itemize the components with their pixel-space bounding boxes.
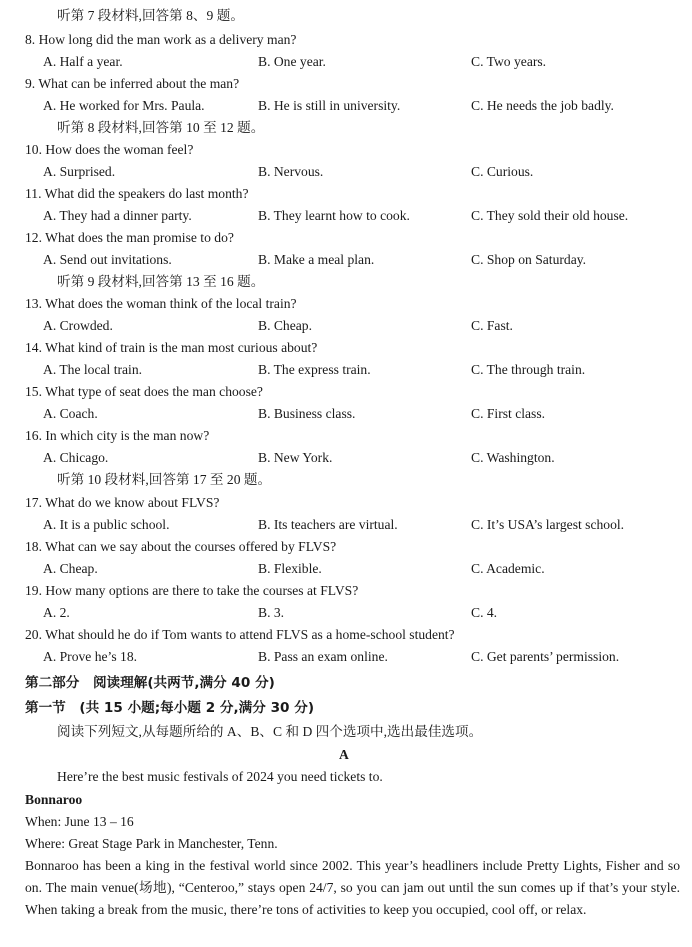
- part2-title: 第二部分 阅读理解(共两节,满分 40 分): [25, 675, 275, 691]
- festival-where: Where: Great Stage Park in Manchester, Tenn.: [25, 836, 278, 851]
- option-16-a: A. Chicago.: [43, 450, 109, 465]
- part2-section1-title: 第一节 (共 15 小题;每小题 2 分,满分 30 分): [25, 700, 315, 716]
- question-10: 10. How does the woman feel?: [25, 142, 194, 157]
- section-7-instruction: 听第 7 段材料,回答第 8、9 题。: [57, 8, 244, 23]
- question-15: 15. What type of seat does the man choose?: [25, 384, 263, 399]
- option-10-a: A. Surprised.: [43, 164, 116, 179]
- option-9-c: C. He needs the job badly.: [471, 98, 614, 113]
- option-9-a: A. He worked for Mrs. Paula.: [43, 98, 205, 113]
- section-10-instruction: 听第 10 段材料,回答第 17 至 20 题。: [57, 472, 272, 487]
- festival-when: When: June 13 – 16: [25, 814, 134, 829]
- option-18-a: A. Cheap.: [43, 561, 98, 576]
- option-10-b: B. Nervous.: [258, 164, 324, 179]
- option-13-c: C. Fast.: [471, 318, 513, 333]
- option-13-a: A. Crowded.: [43, 318, 113, 333]
- option-18-c: C. Academic.: [471, 561, 545, 576]
- option-17-b: B. Its teachers are virtual.: [258, 517, 398, 532]
- festival-name: Bonnaroo: [25, 792, 83, 807]
- option-11-c: C. They sold their old house.: [471, 208, 629, 223]
- option-16-b: B. New York.: [258, 450, 333, 465]
- question-8: 8. How long did the man work as a delivery man?: [25, 32, 297, 47]
- question-12: 12. What does the man promise to do?: [25, 230, 234, 245]
- option-8-b: B. One year.: [258, 54, 326, 69]
- option-12-c: C. Shop on Saturday.: [471, 252, 587, 267]
- option-20-a: A. Prove he’s 18.: [43, 649, 138, 664]
- option-14-b: B. The express train.: [258, 362, 371, 377]
- option-20-b: B. Pass an exam online.: [258, 649, 388, 664]
- passage-label: A: [339, 747, 349, 762]
- option-12-b: B. Make a meal plan.: [258, 252, 375, 267]
- section-8-instruction: 听第 8 段材料,回答第 10 至 12 题。: [57, 120, 265, 135]
- question-16: 16. In which city is the man now?: [25, 428, 210, 443]
- option-19-a: A. 2.: [43, 605, 70, 620]
- option-15-c: C. First class.: [471, 406, 546, 421]
- question-19: 19. How many options are there to take the courses at FLVS?: [25, 583, 359, 598]
- option-8-c: C. Two years.: [471, 54, 547, 69]
- festival-description: Bonnaroo has been a king in the festival world since 2002. This year’s headliners include Pretty Lights, Fisher and so on. The main venue(场地), “Centeroo,” stays open 24/7, so you can jam out until the sun comes up if that’s your style. When taking a break from the music, there’re tons of activities to keep you occupied, cool off, or relax.: [25, 858, 680, 918]
- question-9: 9. What can be inferred about the man?: [25, 76, 240, 91]
- question-18: 18. What can we say about the courses offered by FLVS?: [25, 539, 337, 554]
- option-19-c: C. 4.: [471, 605, 498, 620]
- option-15-b: B. Business class.: [258, 406, 356, 421]
- option-17-c: C. It’s USA’s largest school.: [471, 517, 625, 532]
- option-11-a: A. They had a dinner party.: [43, 208, 192, 223]
- option-20-c: C. Get parents’ permission.: [471, 649, 620, 664]
- section-9-instruction: 听第 9 段材料,回答第 13 至 16 题。: [57, 274, 265, 289]
- option-9-b: B. He is still in university.: [258, 98, 401, 113]
- option-10-c: C. Curious.: [471, 164, 534, 179]
- option-14-c: C. The through train.: [471, 362, 586, 377]
- reading-instruction: 阅读下列短文,从每题所给的 A、B、C 和 D 四个选项中,选出最佳选项。: [57, 724, 483, 739]
- option-18-b: B. Flexible.: [258, 561, 322, 576]
- option-13-b: B. Cheap.: [258, 318, 312, 333]
- question-14: 14. What kind of train is the man most curious about?: [25, 340, 318, 355]
- option-15-a: A. Coach.: [43, 406, 98, 421]
- passage-intro: Here’re the best music festivals of 2024 you need tickets to.: [57, 769, 383, 784]
- option-19-b: B. 3.: [258, 605, 285, 620]
- option-14-a: A. The local train.: [43, 362, 143, 377]
- question-20: 20. What should he do if Tom wants to attend FLVS as a home-school student?: [25, 627, 455, 642]
- question-11: 11. What did the speakers do last month?: [25, 186, 249, 201]
- question-17: 17. What do we know about FLVS?: [25, 495, 220, 510]
- option-12-a: A. Send out invitations.: [43, 252, 172, 267]
- option-17-a: A. It is a public school.: [43, 517, 170, 532]
- option-8-a: A. Half a year.: [43, 54, 123, 69]
- option-16-c: C. Washington.: [471, 450, 555, 465]
- question-13: 13. What does the woman think of the local train?: [25, 296, 297, 311]
- option-11-b: B. They learnt how to cook.: [258, 208, 410, 223]
